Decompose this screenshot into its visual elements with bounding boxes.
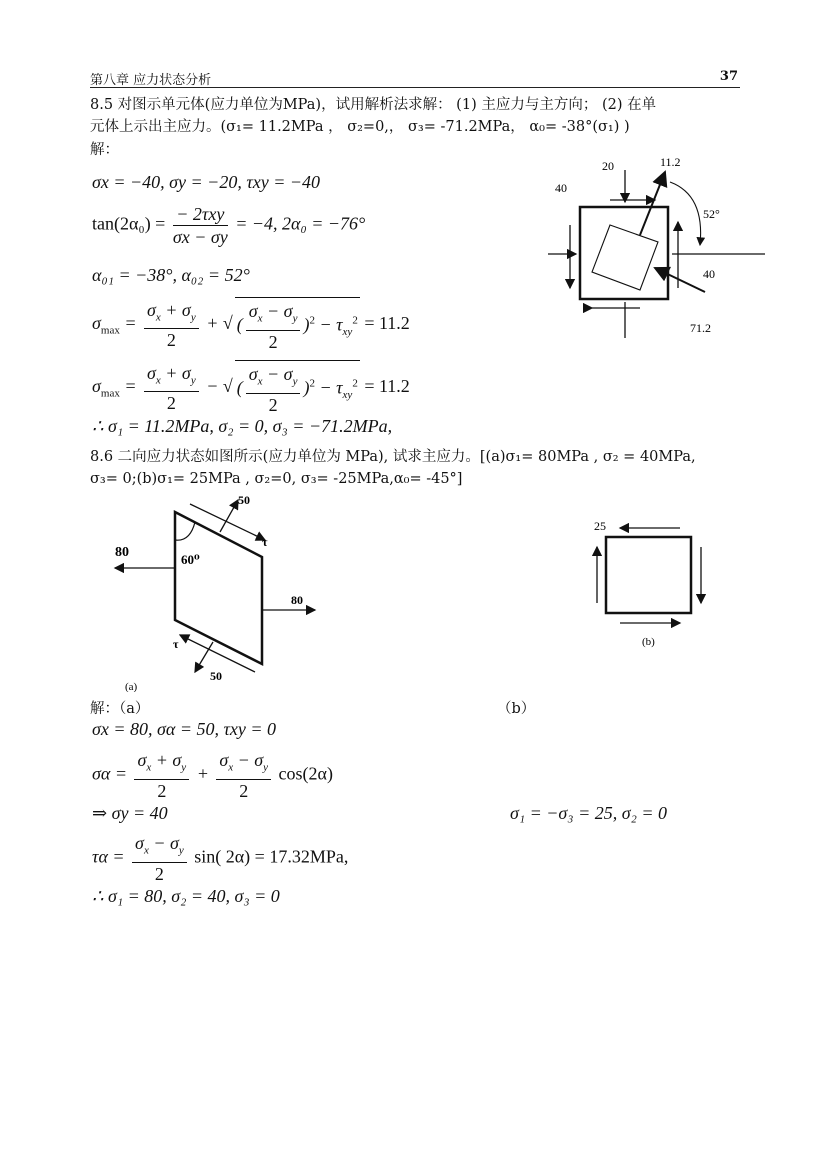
fig85-label-11-2: 11.2 [660,155,681,169]
eq-8-5-sigma-max-1: $\sigma_{max}$ = $\frac{\sigma_x + \sigma_y}{2}$ + √ ( $\frac{\sigma_x - \sigma_y}{2}$ )$^2 - \tau_{xy}^2 = 11.2$ [92,297,410,353]
eq-8-5-result: ∴ σ₁ = 11.2MPa, σ₂ = 0, σ₃ = −71.2MPa, [92,416,393,436]
eq-tan-numerator: − 2τxy [173,203,228,226]
eq-8-5-tan [92,203,365,248]
figure-8-5-stress-element [540,150,770,345]
problem-8-6-line1: 8.6 二向应力状态如图所示(应力单位为 MPa), 试求主应力。[(a)σ₁= 80MPa , σ₂ = 40MPa, [90,449,696,465]
element-square [580,207,668,299]
sigma3-arrow [655,268,705,292]
problem-8-5-line2: 元体上示出主应力。(σ₁= 11.2MPa ， σ₂=0,， σ₃= -71.2MPa， α₀= -38°(σ₁) ) [90,119,630,135]
page-header [90,67,740,88]
eq-8-6b-result: σ₁ = −σ₃ = 25, σ₂ = 0 [510,803,667,823]
figa-label-80-left: 80 [115,545,129,560]
problem-8-6-line2: σ₃= 0;(b)σ₁= 25MPa , σ₂=0, σ₃= -25MPa,α₀= -45°] [90,471,463,487]
sigma1-arrow [640,172,665,235]
solution-label-b: （b） [497,701,536,717]
fig85-label-40-right: 40 [703,267,715,281]
figa-label-50-top: 50 [238,493,250,507]
figa-label-80-right: 80 [291,593,303,607]
eq-8-6a-result: ∴ σ₁ = 80, σ₂ = 40, σ₃ = 0 [92,886,280,906]
figb-label-25: 25 [594,519,606,533]
figa-label-50-bottom: 50 [210,669,222,683]
eq-sigma-alpha-lhs: σα = [92,763,127,784]
figure-8-6b-pure-shear [580,515,720,655]
chapter-title: 第八章 应力状态分析 [90,73,212,88]
fig85-label-40-left: 40 [555,181,567,195]
solution-label-a: 解：（a） [90,701,150,717]
figb-caption: (b) [642,636,655,648]
problem-8-5-line1: 8.5 对图示单元体(应力单位为MPa)，试用解析法求解： (1) 主应力与主方向； (2) 在单 [90,97,657,113]
figure-8-6a-oblique-element [105,492,335,692]
eq-tan-fraction [173,203,228,248]
figa-label-60deg: 60⁰ [181,552,200,567]
eq-tan-denominator: σx − σy [172,227,228,247]
figa-label-tau-top: τ [262,535,268,549]
figa-label-tau-bottom: τ [173,637,179,651]
figa-caption: (a) [125,681,138,692]
solution-label-8-5: 解： [90,142,119,158]
eq-max2-rhs: = 11.2 [364,375,410,396]
eq-tau-alpha-tail: sin( 2α) = 17.32MPa, [194,846,349,867]
fig85-label-20: 20 [602,159,614,173]
eq-tan-lhs: tan(2α₀) = [92,213,166,234]
eq-sigma-alpha-tail: cos(2α) [278,763,333,784]
fig85-label-52deg: 52° [703,207,720,221]
eq-8-5-alpha: α₀₁ = −38°, α₀₂ = 52° [92,265,250,285]
eq-8-6a-stresses: σx = 80, σα = 50, τxy = 0 [92,719,277,739]
eq-8-6a-sigma-alpha: σα = $\frac{\sigma_x + \sigma_y}{2}$ + $\frac{\sigma_x - \sigma_y}{2}$ cos(2α) [92,750,333,801]
eq-8-6a-sigma-y: ⇒ σy = 40 [92,803,168,823]
eq-8-5-stresses: σx = −40, σy = −20, τxy = −40 [92,172,321,192]
eq-8-5-sigma-max-2: $\sigma_{max}$ = $\frac{\sigma_x + \sigma_y}{2}$ − √ ( $\frac{\sigma_x - \sigma_y}{2}$ )$^2 - \tau_{xy}^2 = 11.2$ [92,360,410,416]
page-number: 37 [719,69,738,84]
eq-8-6a-tau-alpha: τα = $\frac{\sigma_x - \sigma_y}{2}$ sin( 2α) = 17.32MPa, [92,833,349,884]
eq-max1-rhs: = 11.2 [364,312,410,333]
eq-tau-alpha-lhs: τα = [92,846,125,867]
rotated-element [592,225,658,290]
eq-tan-rhs: = −4, 2α₀ = −76° [235,213,366,234]
square-element [606,537,691,613]
fig85-label-71-2: 71.2 [690,321,711,335]
parallelogram-element [175,512,262,664]
